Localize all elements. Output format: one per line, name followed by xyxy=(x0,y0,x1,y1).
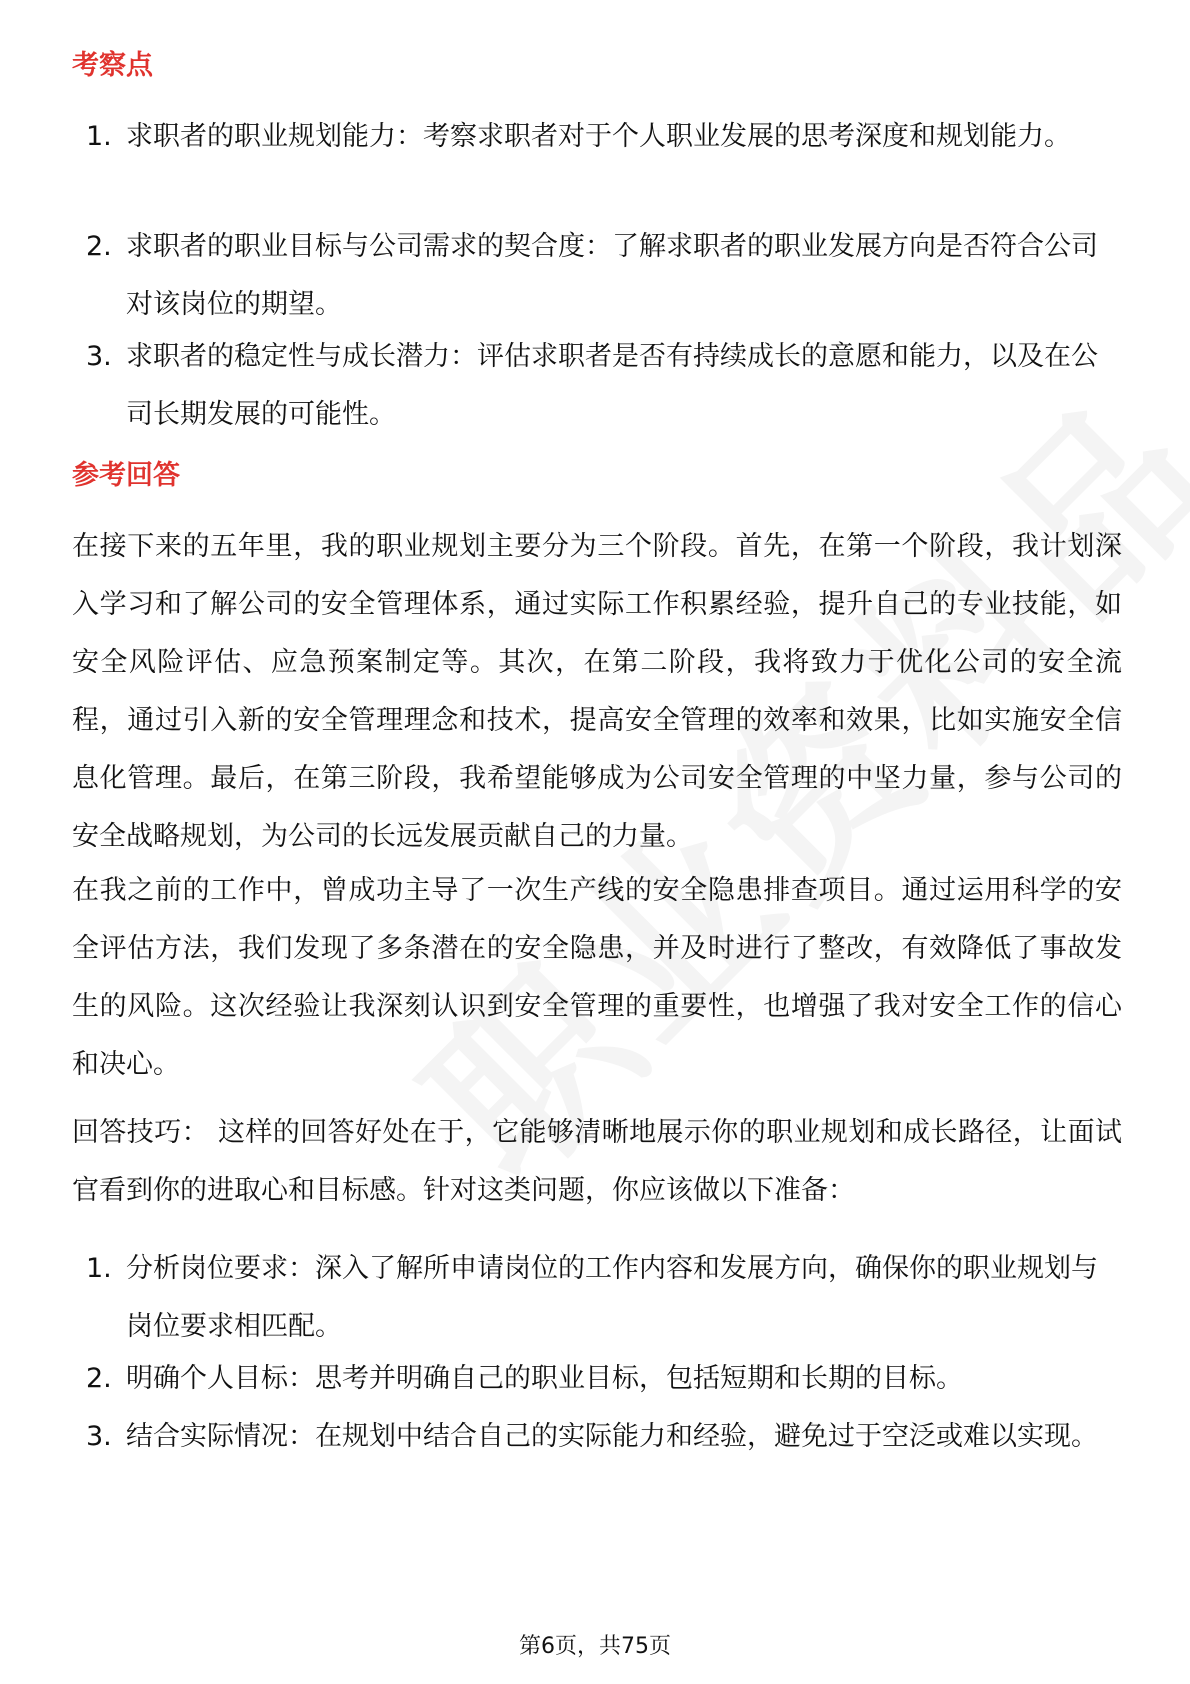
list-text: 求职者的职业目标与公司需求的契合度：了解求职者的职业发展方向是否符合公司对该岗位的期望。 xyxy=(126,231,1098,320)
list-item xyxy=(86,1408,1116,1466)
list-text: 明确个人目标：思考并明确自己的职业目标，包括短期和长期的目标。 xyxy=(126,1363,963,1394)
list-text: 求职者的职业规划能力：考察求职者对于个人职业发展的思考深度和规划能力。 xyxy=(126,121,1071,152)
list-item xyxy=(86,1240,1116,1356)
list-item xyxy=(86,1350,1116,1408)
tips-intro-paragraph: 回答技巧： 这样的回答好处在于，它能够清晰地展示你的职业规划和成长路径，让面试官看到你的进取心和目标感。针对这类问题，你应该做以下准备： xyxy=(72,1117,1122,1206)
section-title-points: 考察点 xyxy=(72,50,153,81)
list-number: 2. xyxy=(86,231,112,262)
list-number: 3. xyxy=(86,341,112,372)
list-text: 结合实际情况：在规划中结合自己的实际能力和经验，避免过于空泛或难以实现。 xyxy=(126,1421,1098,1452)
list-text: 求职者的稳定性与成长潜力：评估求职者是否有持续成长的意愿和能力，以及在公司长期发展的可能性。 xyxy=(126,341,1098,430)
list-number: 2. xyxy=(86,1363,112,1394)
list-item xyxy=(86,218,1116,334)
list-number: 1. xyxy=(86,121,112,152)
page-number-footer: 第6页，共75页 xyxy=(519,1634,671,1659)
list-number: 1. xyxy=(86,1253,112,1284)
section-title-answer: 参考回答 xyxy=(72,460,180,491)
answer-paragraph: 在我之前的工作中，曾成功主导了一次生产线的安全隐患排查项目。通过运用科学的安全评估方法，我们发现了多条潜在的安全隐患，并及时进行了整改，有效降低了事故发生的风险。这次经验让我深刻认识到安全管理的重要性，也增强了我对安全工作的信心和决心。 xyxy=(72,875,1122,1080)
list-text: 分析岗位要求：深入了解所申请岗位的工作内容和发展方向，确保你的职业规划与岗位要求相匹配。 xyxy=(126,1253,1098,1342)
list-item xyxy=(86,328,1116,444)
answer-paragraph: 在接下来的五年里，我的职业规划主要分为三个阶段。首先，在第一个阶段，我计划深入学习和了解公司的安全管理体系，通过实际工作积累经验，提升自己的专业技能，如安全风险评估、应急预案制定等。其次，在第二阶段，我将致力于优化公司的安全流程，通过引入新的安全管理理念和技术，提高安全管理的效率和效果，比如实施安全信息化管理。最后，在第三阶段，我希望能够成为公司安全管理的中坚力量，参与公司的安全战略规划，为公司的长远发展贡献自己的力量。 xyxy=(72,531,1122,852)
list-number: 3. xyxy=(86,1421,112,1452)
list-item xyxy=(86,108,1116,166)
